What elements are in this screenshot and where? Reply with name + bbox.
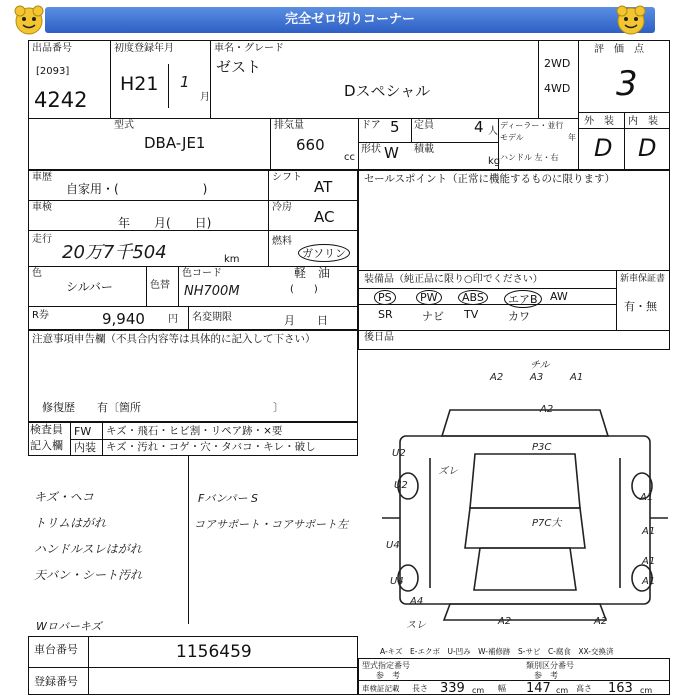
equipment-item: PS xyxy=(374,290,396,305)
equipment-item: カワ xyxy=(508,310,530,323)
recycle-label: R券 xyxy=(32,310,49,321)
header-frame xyxy=(28,40,670,170)
width-label: 幅 xyxy=(498,684,506,693)
diagram-mark: A1 xyxy=(642,526,656,537)
diagram-mark: A3 xyxy=(530,372,544,383)
nameplate-label: 名変期限 xyxy=(192,312,232,323)
exterior-value: D xyxy=(594,134,613,162)
diagram-mark: P3C xyxy=(532,442,552,453)
inner-label: 内装 xyxy=(74,441,96,454)
type-label: 型式 xyxy=(114,120,134,131)
repair-history: 修復歴 有〔箇所 〕 xyxy=(42,401,284,414)
drive-4wd: 4WD xyxy=(544,82,571,95)
dims-label: 車検証記載 xyxy=(362,684,400,693)
diagram-mark: A1 xyxy=(642,576,656,587)
shaken-value: 年 月( 日) xyxy=(118,216,212,230)
fuel-light: 軽 油 xyxy=(294,266,331,280)
diagram-mark: スレ xyxy=(406,620,426,631)
load-unit: kg xyxy=(488,156,501,167)
displacement-unit: cc xyxy=(344,152,355,163)
later-label: 後日品 xyxy=(364,332,394,343)
width-unit: cm xyxy=(556,686,569,695)
handle-label: ハンドル 左・右 xyxy=(500,153,559,162)
reg-label: 初度登録年月 xyxy=(114,43,174,54)
displacement-value: 660 xyxy=(296,136,325,154)
swap-label: 色替 xyxy=(150,280,170,291)
chassis-label: 車台番号 xyxy=(34,643,78,656)
load-label: 積載 xyxy=(414,144,434,155)
damage-legend: A-キズ E-エクボ U-凹み W-補修跡 S-サビ C-腐食 XX-交換済 xyxy=(380,647,614,656)
hand-note: トリムはがれ xyxy=(34,516,107,530)
score-value: 3 xyxy=(616,64,638,104)
reg-era: H21 xyxy=(120,73,159,95)
height-label: 高さ xyxy=(576,684,592,693)
equipment-item: エアB xyxy=(504,290,542,308)
shift-value: AT xyxy=(314,178,333,196)
inner-items: キズ・汚れ・コゲ・穴・タバコ・キレ・破し xyxy=(106,441,316,453)
hand-note: キズ・ヘコ xyxy=(34,490,94,504)
equipment-title: 装備品（純正品に限り○印でください） xyxy=(364,274,543,285)
recycle-unit: 円 xyxy=(168,314,178,325)
diagram-mark: A2 xyxy=(498,616,512,627)
capacity-value: 4 xyxy=(474,118,484,136)
interior-label: 内 装 xyxy=(628,116,658,127)
auction-sheet xyxy=(28,40,670,695)
color-code-value: NH700M xyxy=(184,284,240,299)
ref2-label: 参 考 xyxy=(534,671,558,680)
length-label: 長さ xyxy=(412,684,428,693)
color-value: シルバー xyxy=(66,280,113,294)
equipment-item: PW xyxy=(416,290,442,305)
mileage-value: 20万7千504 xyxy=(62,242,167,263)
class-label: 類別区分番号 xyxy=(526,661,574,670)
hand-note: Fバンパー S xyxy=(198,492,259,505)
drive-2wd: 2WD xyxy=(544,57,571,70)
model-year-suffix: 年 xyxy=(568,133,576,142)
reg-month-unit: 月 xyxy=(200,92,210,103)
mascot-right-icon xyxy=(614,3,648,37)
score-label: 評 価 点 xyxy=(594,44,644,55)
reg-month: 1 xyxy=(180,73,190,91)
shape-label: 形状 xyxy=(361,144,381,155)
hand-note: コアサポート・コアサポート左 xyxy=(194,518,348,531)
mascot-left-icon xyxy=(12,3,46,37)
grade: Dスペシャル xyxy=(344,82,431,100)
warranty-label: 新車保証書 xyxy=(620,274,666,284)
use-value: 自家用・( ) xyxy=(66,182,208,196)
width-value: 147 xyxy=(526,681,551,696)
hand-note: 天バン・シート汚れ xyxy=(34,568,143,582)
recycle-value: 9,940 xyxy=(102,310,145,328)
nameplate-value: 月 日 xyxy=(284,314,328,327)
sales-point-title: セールスポイント（正常に機能するものに限ります） xyxy=(364,173,616,185)
color-code-label: 色コード xyxy=(182,268,222,279)
ac-label: 冷房 xyxy=(272,202,292,213)
warranty-value: 有・無 xyxy=(624,300,657,313)
color-label: 色 xyxy=(32,268,42,279)
diagram-mark: A2 xyxy=(594,616,608,627)
diagram-mark: A4 xyxy=(410,596,424,607)
diagram-mark: A1 xyxy=(640,492,654,503)
length-value: 339 xyxy=(440,681,465,696)
equipment-item: TV xyxy=(464,308,479,321)
equipment-item: ABS xyxy=(458,290,488,305)
interior-value: D xyxy=(638,134,657,162)
equipment-item: AW xyxy=(550,290,568,303)
diagram-mark: A1 xyxy=(642,556,656,567)
ac-value: AC xyxy=(314,208,335,226)
shift-label: シフト xyxy=(272,172,302,183)
diagram-mark: チル xyxy=(530,360,550,371)
lot-number: 4242 xyxy=(34,88,88,112)
diagram-mark: U2 xyxy=(394,480,408,491)
use-label: 車歴 xyxy=(32,172,52,183)
hand-note: ハンドルスレはがれ xyxy=(34,542,142,556)
notes-title: 注意事項申告欄（不具合内容等は具体的に記入して下さい） xyxy=(32,333,316,345)
fuel-label: 燃料 xyxy=(272,236,292,247)
fuel-paren: ( ) xyxy=(290,284,318,295)
diagram-mark: A2 xyxy=(490,372,504,383)
ref1-label: 参 考 xyxy=(376,671,400,680)
diagram-mark: U4 xyxy=(390,576,404,587)
car-name: ゼスト xyxy=(216,58,262,76)
doors-label: ドア xyxy=(361,120,381,131)
damage-diagram xyxy=(380,358,670,632)
fw-label: FW xyxy=(74,425,92,438)
dealer-label: ディーラー・並行 xyxy=(500,121,564,130)
shape-value: W xyxy=(384,144,399,162)
lot-sub: [2093] xyxy=(36,66,70,77)
diagram-mark: A1 xyxy=(570,372,584,383)
equipment-item: SR xyxy=(378,308,393,321)
equipment-item: ナビ xyxy=(422,310,444,323)
length-unit: cm xyxy=(472,686,485,695)
inspector-label-2: 記入欄 xyxy=(30,439,63,452)
capacity-label: 定員 xyxy=(414,120,434,131)
hand-bottom: Wロバーキズ xyxy=(36,620,102,633)
mileage-label: 走行 xyxy=(32,234,52,245)
reg-number-label: 登録番号 xyxy=(34,675,78,688)
capacity-unit: 人 xyxy=(488,126,498,137)
chassis-value: 1156459 xyxy=(176,642,252,662)
diagram-mark: U4 xyxy=(386,540,400,551)
type-value: DBA-JE1 xyxy=(144,134,206,152)
mileage-unit: km xyxy=(224,254,240,265)
shaken-label: 車検 xyxy=(32,202,52,213)
diagram-mark: P7C大 xyxy=(532,518,562,529)
height-unit: cm xyxy=(640,686,653,695)
lot-label: 出品番号 xyxy=(32,43,72,54)
diagram-mark: A2 xyxy=(540,404,554,415)
diagram-mark: ズレ xyxy=(438,466,458,477)
displacement-label: 排気量 xyxy=(274,120,304,131)
exterior-label: 外 装 xyxy=(584,116,614,127)
banner-title: 完全ゼロ切りコーナー xyxy=(45,7,655,33)
height-value: 163 xyxy=(608,681,633,696)
model-year-label: モデル xyxy=(500,133,524,142)
doors-value: 5 xyxy=(390,118,400,136)
diagram-mark: U2 xyxy=(392,448,406,459)
inspector-label-1: 検査員 xyxy=(30,423,63,436)
model-label: 車名・グレード xyxy=(214,43,284,54)
type-cert-label: 型式指定番号 xyxy=(362,661,410,670)
fw-items: キズ・飛石・ヒビ割・リペア跡・×要 xyxy=(106,425,283,437)
fuel-gas: ガソリン xyxy=(298,244,350,262)
